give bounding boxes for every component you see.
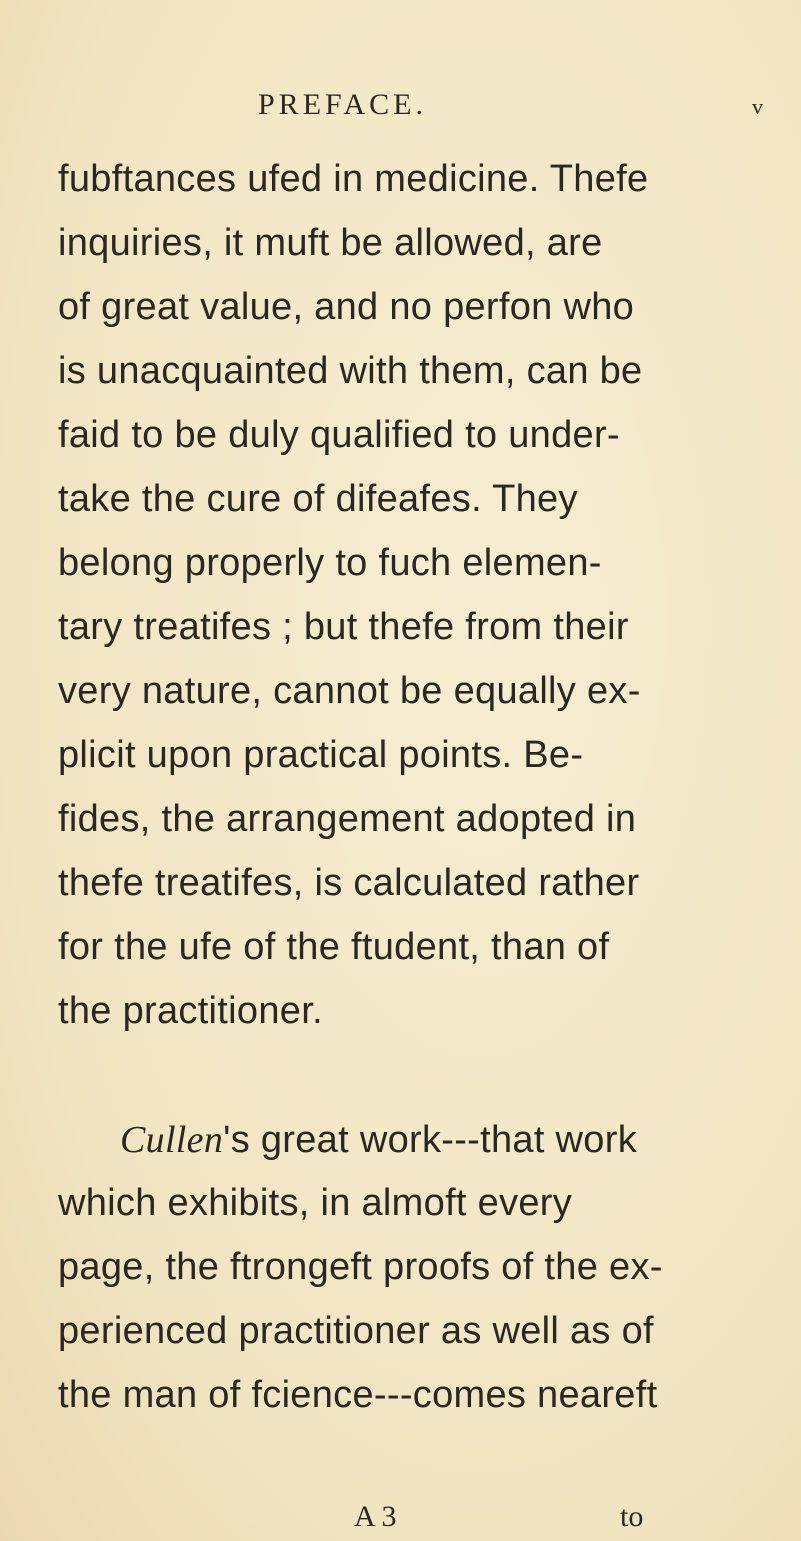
text-line: plicit upon practical points. Be-: [58, 734, 584, 776]
text-line: inquiries, it muft be allowed, are: [58, 222, 603, 264]
footer-line: [0, 1500, 801, 1540]
text-line: for the ufe of the ftudent, than of: [58, 926, 610, 968]
text-line: the practitioner.: [58, 990, 323, 1032]
text-line: perienced practitioner as well as of: [58, 1310, 654, 1352]
text-line: page, the ftrongeft proofs of the ex-: [58, 1246, 663, 1288]
page-number: v: [752, 94, 763, 119]
text-line: the man of fcience---comes neareft: [58, 1374, 658, 1416]
text-line: fubftances ufed in medicine. Thefe: [58, 158, 649, 200]
text-line: very nature, cannot be equally ex-: [58, 670, 641, 712]
text-line: thefe treatifes, is calculated rather: [58, 862, 640, 904]
signature-mark: A 3: [354, 1500, 397, 1533]
author-name: Cullen: [120, 1119, 224, 1161]
text-span: 's great work---that work: [223, 1119, 637, 1161]
text-line: fides, the arrangement adopted in: [58, 798, 637, 840]
text-line: take the cure of difeafes. They: [58, 478, 578, 520]
text-line: of great value, and no perfon who: [58, 286, 635, 328]
page-title: PREFACE.: [258, 88, 427, 121]
text-line: which exhibits, in almoft every: [58, 1182, 573, 1224]
text-line: belong properly to fuch elemen-: [58, 542, 602, 584]
running-head: [0, 88, 801, 132]
text-line: is unacquainted with them, can be: [58, 350, 643, 392]
text-line: faid to be duly qualified to under-: [58, 414, 620, 456]
text-line: [120, 1118, 801, 1162]
catchword: to: [620, 1500, 644, 1533]
text-line: tary treatifes ; but thefe from their: [58, 606, 629, 648]
